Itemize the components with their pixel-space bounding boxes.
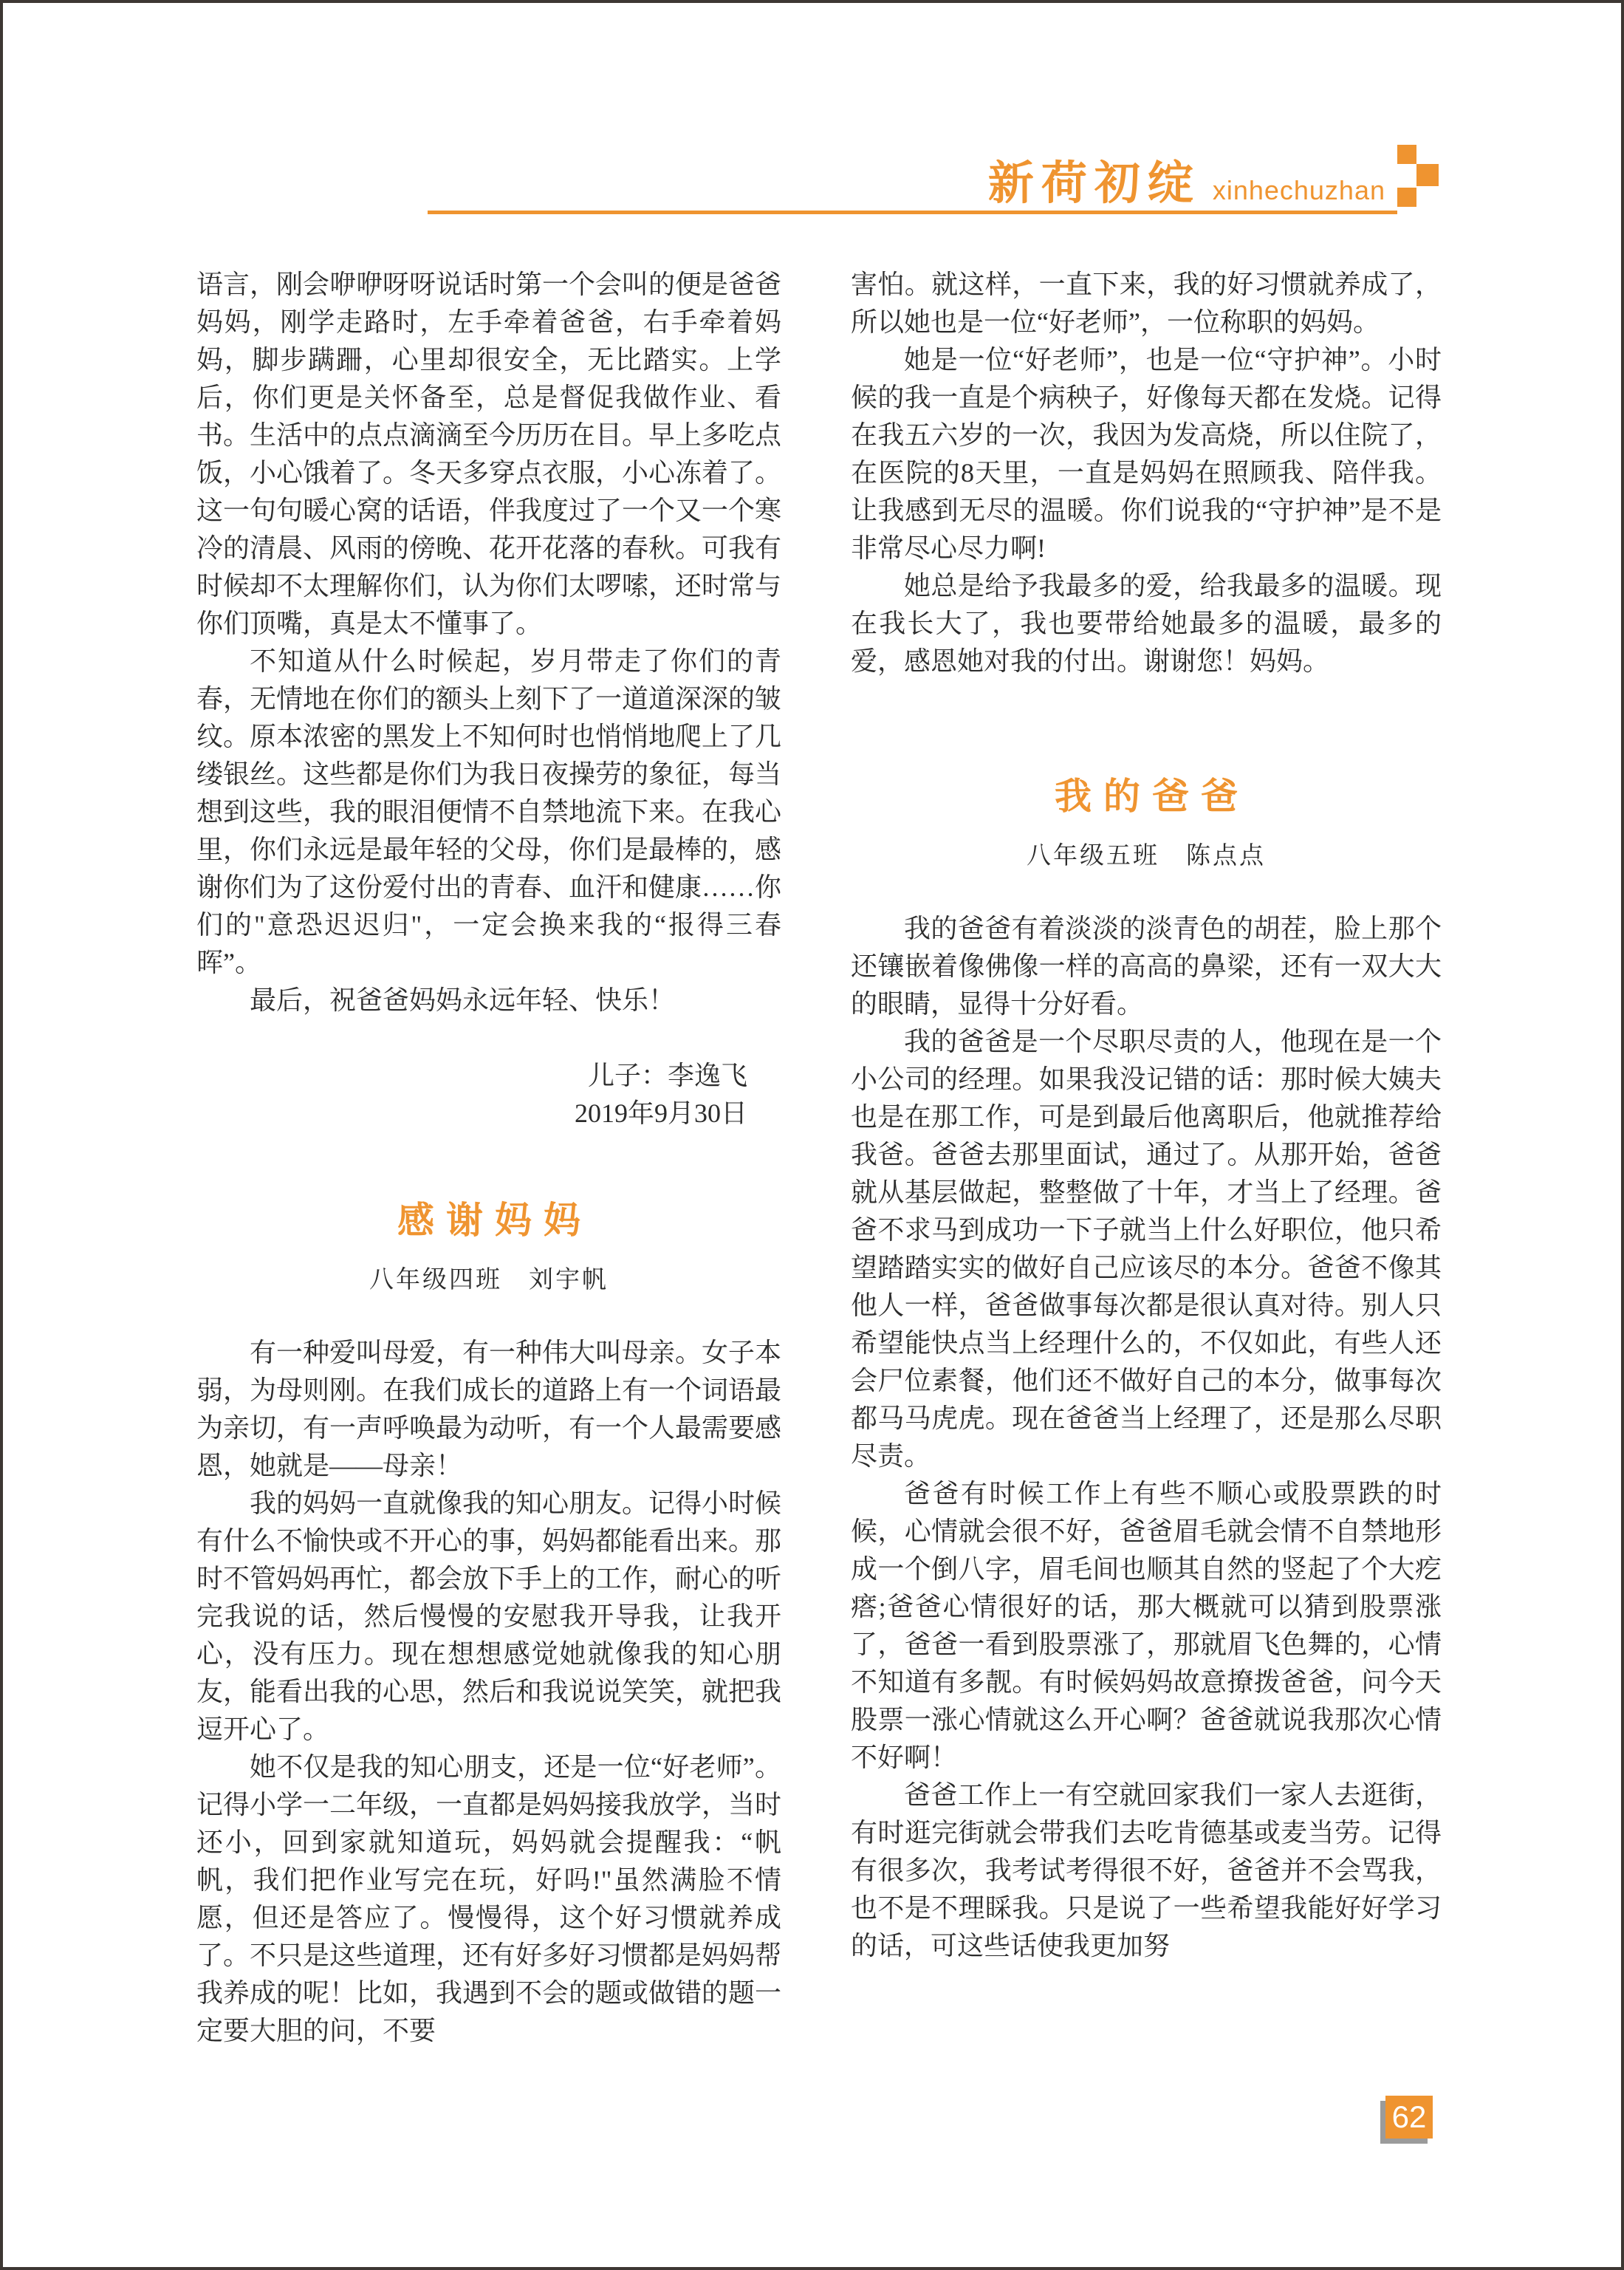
- essay-paragraph: 有一种爱叫母爱，有一种伟大叫母亲。女子本弱，为母则刚。在我们成长的道路上有一个词语最为亲切，有一声呼唤最为动听，有一个人最需要感恩，她就是——母亲！: [196, 1337, 782, 1480]
- right-column: [851, 266, 1442, 1965]
- step-square-icon: [1397, 145, 1416, 164]
- essay-paragraph: 害怕。就这样，一直下来，我的好习惯就养成了，所以她也是一位“好老师”，一位称职的妈妈。: [851, 270, 1442, 337]
- essay-paragraph: 爸爸工作上一有空就回家我们一家人去逛街，有时逛完街就会带我们去吃肯德基或麦当劳。记得有很多次，我考试考得很不好，爸爸并不会骂我，也不是不理睬我。只是说了一些希望我能好好学习的话，可这些话使我更加努: [851, 1780, 1442, 1960]
- essay-paragraph: 我的爸爸是一个尽职尽责的人，他现在是一个小公司的经理。如果我没记错的话：那时候大姨夫也是在那工作，可是到最后他离职后，他就推荐给我爸。爸爸去那里面试，通过了。从那开始，爸爸就从基层做起，整整做了十年，才当上了经理。爸爸不求马到成功一下子就当上什么好职位，他只希望踏踏实实的做好自己应该尽的本分。爸爸不像其他人一样，爸爸做事每次都是很认真对待。别人只希望能快点当上经理什么的，不仅如此，有些人还会尸位素餐，他们还不做好自己的本分，做事每次都马马虎虎。现在爸爸当上经理了，还是那么尽职尽责。: [851, 1026, 1442, 1471]
- essay-byline-thank-mom: 八年级四班 刘宇帆: [369, 1267, 609, 1293]
- essay-title-thank-mom: 感谢妈妈: [397, 1200, 592, 1241]
- signature-date: 2019年9月30日: [574, 1098, 747, 1128]
- essay-paragraph: 我的爸爸有着淡淡的淡青色的胡茬，脸上那个还镶嵌着像佛像一样的高高的鼻梁，还有一双大大的眼睛，显得十分好看。: [851, 913, 1442, 1019]
- pixel-steps-icon: [1397, 145, 1440, 207]
- essay-paragraph: 我的妈妈一直就像我的知心朋友。记得小时候有什么不愉快或不开心的事，妈妈都能看出来。那时不管妈妈再忙，都会放下手上的工作，耐心的听完我说的话，然后慢慢的安慰我开导我，让我开心，没有压力。现在想想感觉她就像我的知心朋友，能看出我的心思，然后和我说说笑笑，就把我逗开心了。: [196, 1488, 782, 1744]
- signature-name: 儿子：李逸飞: [587, 1061, 747, 1090]
- letter-paragraph: 最后，祝爸爸妈妈永远年轻、快乐！: [250, 985, 676, 1015]
- letter-paragraph: 语言，刚会咿咿呀呀说话时第一个会叫的便是爸爸妈妈，刚学走路时，左手牵着爸爸，右手牵着妈妈，脚步蹒跚，心里却很安全，无比踏实。上学后，你们更是关怀备至，总是督促我做作业、看书。生活中的点点滴滴至今历历在目。早上多吃点饭，小心饿着了。冬天多穿点衣服，小心冻着了。这一句句暖心窝的话语，伴我度过了一个又一个寒冷的清晨、风雨的傍晚、花开花落的春秋。可我有时候却不太理解你们，认为你们太啰嗦，还时常与你们顶嘴，真是太不懂事了。: [196, 270, 782, 638]
- letter-paragraph: 不知道从什么时候起，岁月带走了你们的青春，无情地在你们的额头上刻下了一道道深深的皱纹。原本浓密的黑发上不知何时也悄悄地爬上了几缕银丝。这些都是你们为我日夜操劳的象征，每当想到这些，我的眼泪便情不自禁地流下来。在我心里，你们永远是最年轻的父母，你们是最棒的，感谢你们为了这份爱付出的青春、血汗和健康……你们的"意恐迟迟归"，一定会换来我的“报得三春晖”。: [196, 646, 782, 977]
- essay-paragraph: 她总是给予我最多的爱，给我最多的温暖。现在我长大了，我也要带给她最多的温暖，最多的爱，感恩她对我的付出。谢谢您！妈妈。: [851, 571, 1442, 676]
- magazine-brand-pinyin: xinhechuzhan: [1212, 175, 1385, 205]
- essay-paragraph: 爸爸有时候工作上有些不顺心或股票跌的时候，心情就会很不好，爸爸眉毛就会情不自禁地形成一个倒八字，眉毛间也顺其自然的竖起了个大疙瘩;爸爸心情很好的话，那大概就可以猜到股票涨了，爸爸一看到股票涨了，那就眉飞色舞的，心情不知道有多靓。有时候妈妈故意撩拨爸爸，问今天股票一涨心情就这么开心啊？爸爸就说我那次心情不好啊！: [851, 1478, 1442, 1772]
- masthead-rule: [428, 211, 1397, 214]
- step-square-icon: [1397, 188, 1416, 207]
- magazine-brand-title: 新荷初绽: [987, 159, 1201, 209]
- step-square-icon: [1416, 164, 1439, 186]
- letter-signature: [196, 1057, 781, 1132]
- left-column: [196, 266, 781, 2050]
- page-number-badge: 62: [1385, 2096, 1433, 2139]
- essay-title-my-dad: 我的爸爸: [1055, 776, 1250, 817]
- essay-byline-my-dad: 八年级五班 陈点点: [1027, 843, 1266, 869]
- masthead: [988, 145, 1440, 207]
- essay-paragraph: 她不仅是我的知心朋支，还是一位“好老师”。记得小学一二年级，一直都是妈妈接我放学，当时还小，回到家就知道玩，妈妈就会提醒我：“帆帆，我们把作业写完在玩，好吗!"虽然满脸不情愿，但还是答应了。慢慢得，这个好习惯就养成了。不只是这些道理，还有好多好习惯都是妈妈帮我养成的呢！比如，我遇到不会的题或做错的题一定要大胆的问，不要: [196, 1751, 782, 2045]
- essay-paragraph: 她是一位“好老师”，也是一位“守护神”。小时候的我一直是个病秧子，好像每天都在发烧。记得在我五六岁的一次，我因为发高烧，所以住院了，在医院的8天里，一直是妈妈在照顾我、陪伴我。让我感到无尽的温暖。你们说我的“守护神”是不是非常尽心尽力啊!: [851, 345, 1442, 563]
